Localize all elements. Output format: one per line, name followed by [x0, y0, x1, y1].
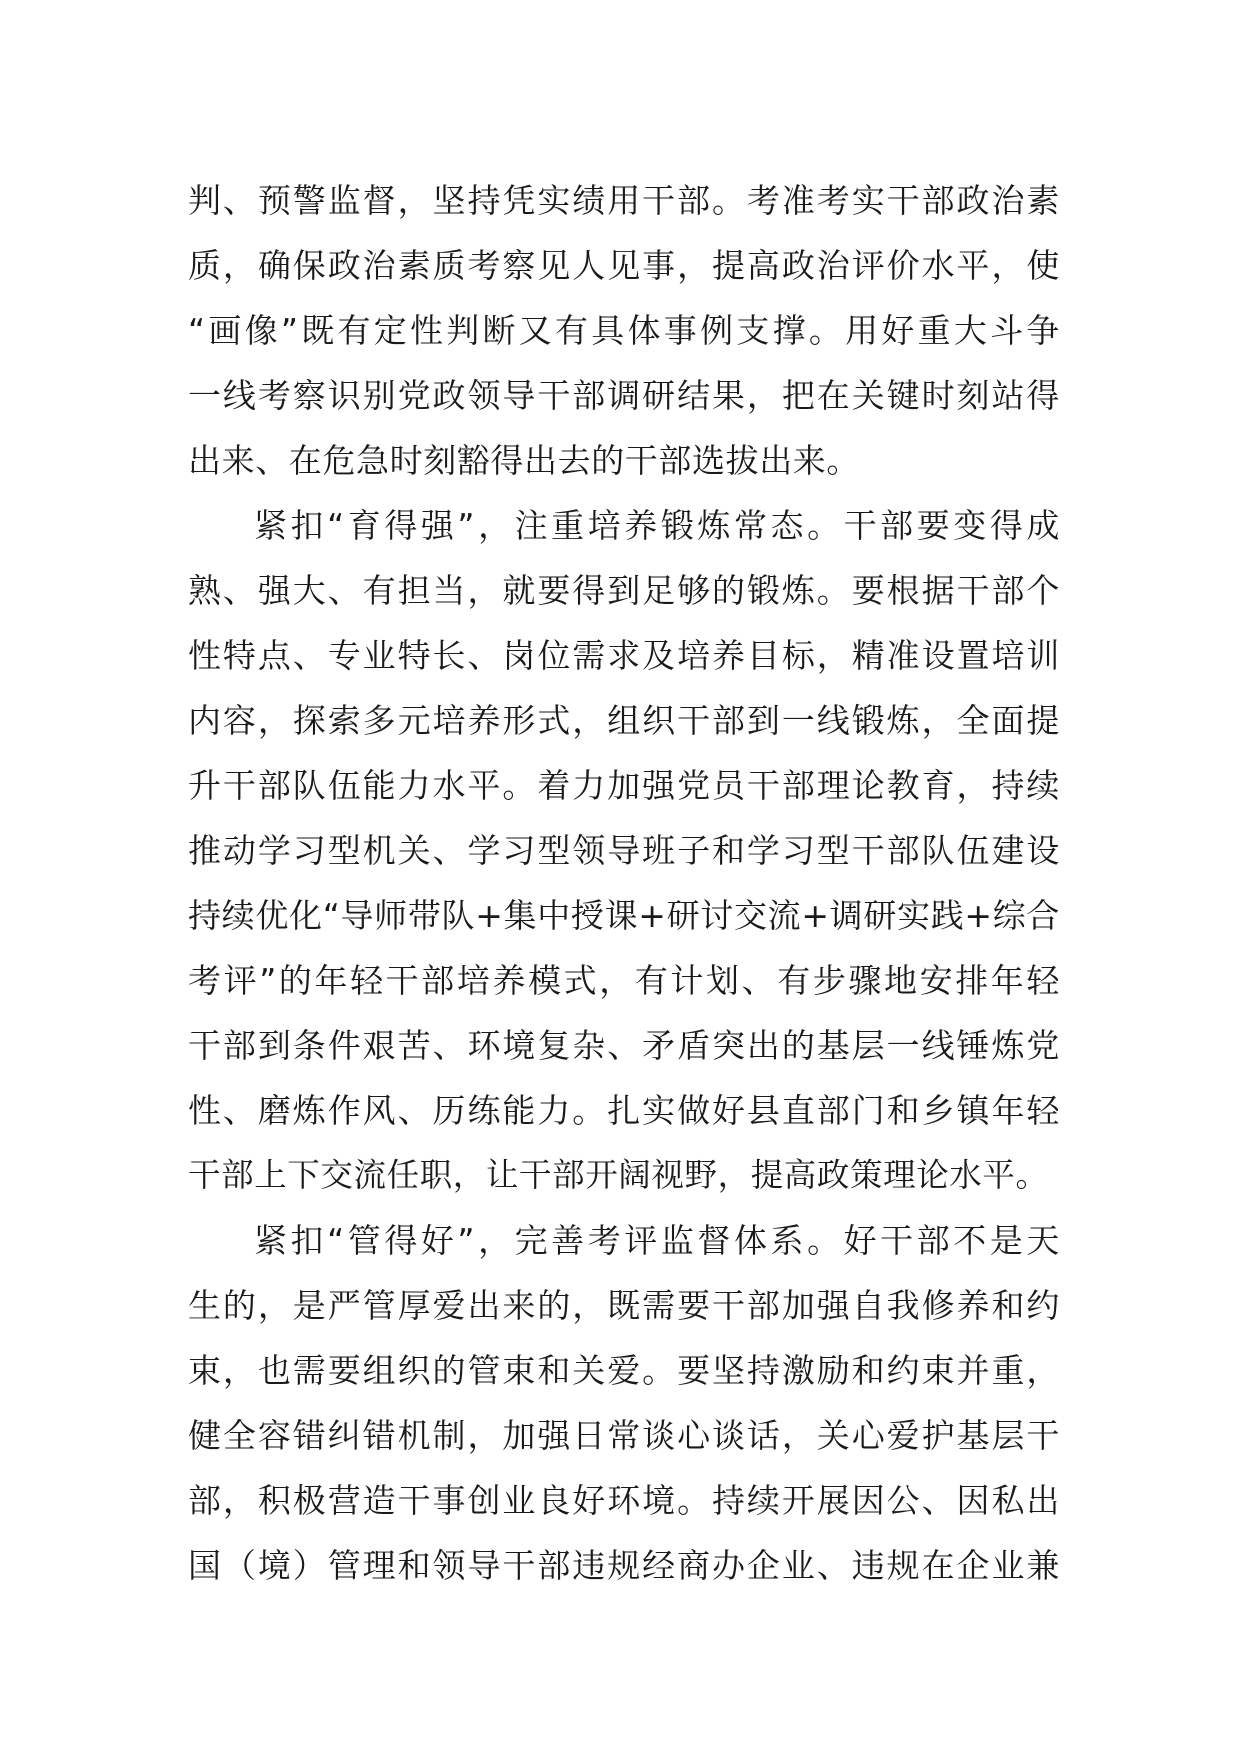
text-line: 升干部队伍能力水平。着力加强党员干部理论教育，持续: [188, 766, 1060, 805]
paragraph-2: [188, 493, 1060, 1208]
text-line: 干部上下交流任职，让干部开阔视野，提高政策理论水平。: [188, 1156, 1049, 1194]
text-line: 干部到条件艰苦、环境复杂、矛盾突出的基层一线锤炼党: [188, 1026, 1060, 1065]
paragraph-3: [188, 1208, 1060, 1598]
paragraph-1: [188, 168, 1060, 493]
text-line: 质，确保政治素质考察见人见事，提高政治评价水平，使: [188, 246, 1060, 285]
text-line: 生的，是严管厚爱出来的，既需要干部加强自我修养和约: [188, 1286, 1060, 1325]
text-line: 性、磨炼作风、历练能力。扎实做好县直部门和乡镇年轻: [188, 1091, 1060, 1130]
text-line: 健全容错纠错机制，加强日常谈心谈话，关心爱护基层干: [188, 1416, 1060, 1455]
text-line: 紧扣“管得好”，完善考评监督体系。好干部不是天: [254, 1221, 1060, 1260]
text-line: 紧扣“育得强”，注重培养锻炼常态。干部要变得成: [254, 506, 1060, 545]
text-line: 熟、强大、有担当，就要得到足够的锻炼。要根据干部个: [188, 571, 1060, 610]
text-line: 持续优化“导师带队+集中授课+研讨交流+调研实践+综合: [188, 896, 1060, 935]
text-line: 国（境）管理和领导干部违规经商办企业、违规在企业兼: [188, 1546, 1060, 1585]
text-line: 考评”的年轻干部培养模式，有计划、有步骤地安排年轻: [188, 961, 1060, 1000]
text-line: 判、预警监督，坚持凭实绩用干部。考准考实干部政治素: [188, 181, 1060, 220]
text-line: “画像”既有定性判断又有具体事例支撑。用好重大斗争: [188, 311, 1060, 350]
body-text: [188, 168, 1060, 1598]
text-line: 推动学习型机关、学习型领导班子和学习型干部队伍建设: [188, 831, 1060, 870]
text-line: 部，积极营造干事创业良好环境。持续开展因公、因私出: [188, 1481, 1060, 1520]
text-line: 一线考察识别党政领导干部调研结果，把在关键时刻站得: [188, 376, 1060, 415]
text-line: 内容，探索多元培养形式，组织干部到一线锻炼，全面提: [188, 701, 1060, 740]
text-line: 出来、在危急时刻豁得出去的干部选拔出来。: [188, 441, 860, 480]
text-line: 束，也需要组织的管束和关爱。要坚持激励和约束并重，: [188, 1351, 1060, 1390]
text-line: 性特点、专业特长、岗位需求及培养目标，精准设置培训: [188, 636, 1060, 675]
